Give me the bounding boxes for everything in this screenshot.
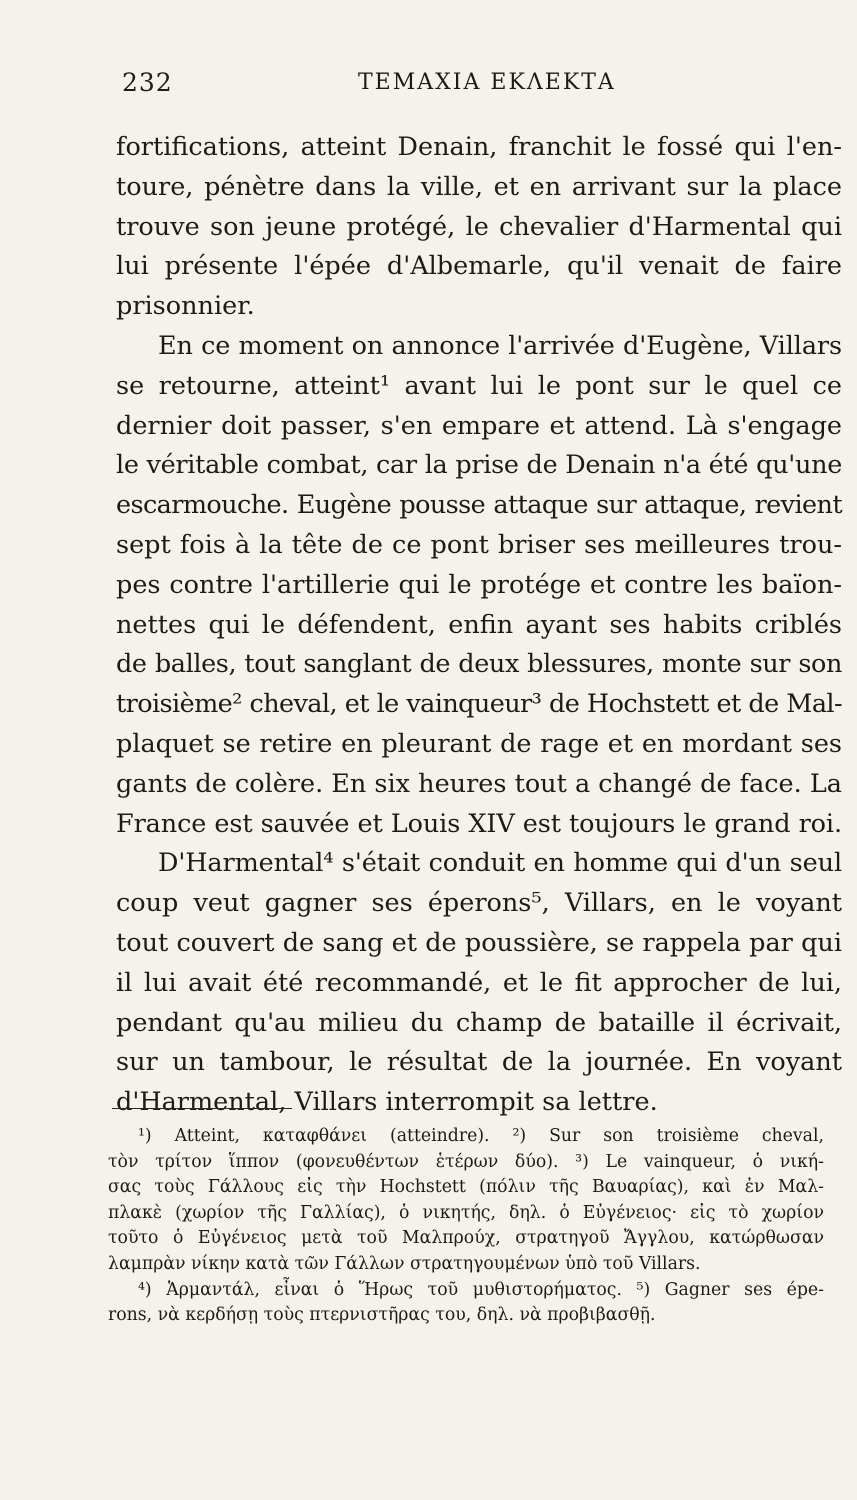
- footnote-line: rons, νὰ κερδήσῃ τοὺς πτερνιστῆρας του, δηλ. νὰ προβιβασθῇ.: [108, 1305, 656, 1326]
- text-line: troisième² cheval, et le vainqueur³ de Hochstett et de Mal-: [116, 689, 842, 720]
- footnote-rule: [112, 1108, 292, 1109]
- text-line: d'Harmental, Villars interrompit sa lettre.: [116, 1087, 658, 1118]
- text-line: lui présente l'épée d'Albemarle, qu'il venait de faire: [116, 251, 842, 282]
- text-line: D'Harmental⁴ s'était conduit en homme qui d'un seul: [158, 848, 842, 879]
- page-number: 232: [122, 68, 173, 97]
- footnote-line: ⁴) Ἁρμαντάλ, εἶναι ὁ Ἥρως τοῦ μυθιστορήματος. ⁵) Gagner ses épe-: [138, 1279, 824, 1300]
- text-line: de balles, tout sanglant de deux blessures, monte sur son: [116, 649, 842, 680]
- text-line: sept fois à la tête de ce pont briser ses meilleures trou-: [116, 529, 842, 560]
- page-header: [122, 64, 840, 104]
- text-line: se retourne, atteint¹ avant lui le pont sur le quel ce: [116, 370, 842, 401]
- footnote-line: τοῦτο ὁ Εὐγένειος μετὰ τοῦ Μαλπρούχ, στρατηγοῦ Ἄγγλου, κατώρθωσαν: [108, 1228, 824, 1249]
- text-line: trouve son jeune protégé, le chevalier d'Harmental qui: [116, 211, 842, 242]
- text-line: nettes qui le défendent, enfin ayant ses habits criblés: [116, 609, 842, 640]
- text-line: plaquet se retire en pleurant de rage et en mordant ses: [116, 728, 842, 759]
- text-line: pendant qu'au milieu du champ de bataille il écrivait,: [116, 1007, 842, 1038]
- text-line: le véritable combat, car la prise de Denain n'a été qu'une: [116, 450, 842, 481]
- footnote-line: πλακὲ (χωρίον τῆς Γαλλίας), ὁ νικητής, δηλ. ὁ Εὐγένειος· εἰς τὸ χωρίον: [108, 1202, 824, 1223]
- text-line: En ce moment on annonce l'arrivée d'Eugène, Villars: [158, 330, 842, 361]
- text-line: coup veut gagner ses éperons⁵, Villars, en le voyant: [116, 888, 842, 919]
- footnote-line: ¹) Atteint, καταφθάνει (atteindre). ²) Sur son troisième cheval,: [138, 1126, 824, 1146]
- text-line: France est sauvée et Louis XIV est toujours le grand roi.: [116, 808, 842, 839]
- text-line: sur un tambour, le résultat de la journée. En voyant: [116, 1047, 842, 1078]
- running-title: ΤΕΜΑΧΙΑ ΕΚΛΕΚΤΑ: [358, 70, 616, 95]
- text-line: prisonnier.: [116, 291, 255, 322]
- text-line: il lui avait été recommandé, et le fit approcher de lui,: [116, 967, 842, 998]
- text-line: dernier doit passer, s'en empare et attend. Là s'engage: [116, 410, 842, 441]
- footnotes: [108, 1124, 824, 1329]
- text-line: gants de colère. En six heures tout a changé de face. La: [116, 768, 842, 799]
- footnote-line: τὸν τρίτον ἵππον (φονευθέντων ἑτέρων δύο). ³) Le vainqueur, ὁ νική-: [108, 1151, 824, 1172]
- text-line: tout couvert de sang et de poussière, se rappela par qui: [116, 927, 842, 958]
- text-line: fortifications, atteint Denain, franchit le fossé qui l'en-: [116, 132, 842, 162]
- text-line: pes contre l'artillerie qui le protége et contre les baïon-: [116, 569, 842, 600]
- main-text: [116, 128, 842, 1123]
- footnote-line: λαμπρὰν νίκην κατὰ τῶν Γάλλων στρατηγουμένων ὑπὸ τοῦ Villars.: [108, 1253, 701, 1274]
- footnote-line: σας τοὺς Γάλλους εἰς τὴν Hochstett (πόλιν τῆς Βαυαρίας), καὶ ἐν Μαλ-: [108, 1177, 824, 1198]
- text-line: toure, pénètre dans la ville, et en arrivant sur la place: [116, 171, 842, 202]
- text-line: escarmouche. Eugène pousse attaque sur attaque, revient: [116, 490, 842, 521]
